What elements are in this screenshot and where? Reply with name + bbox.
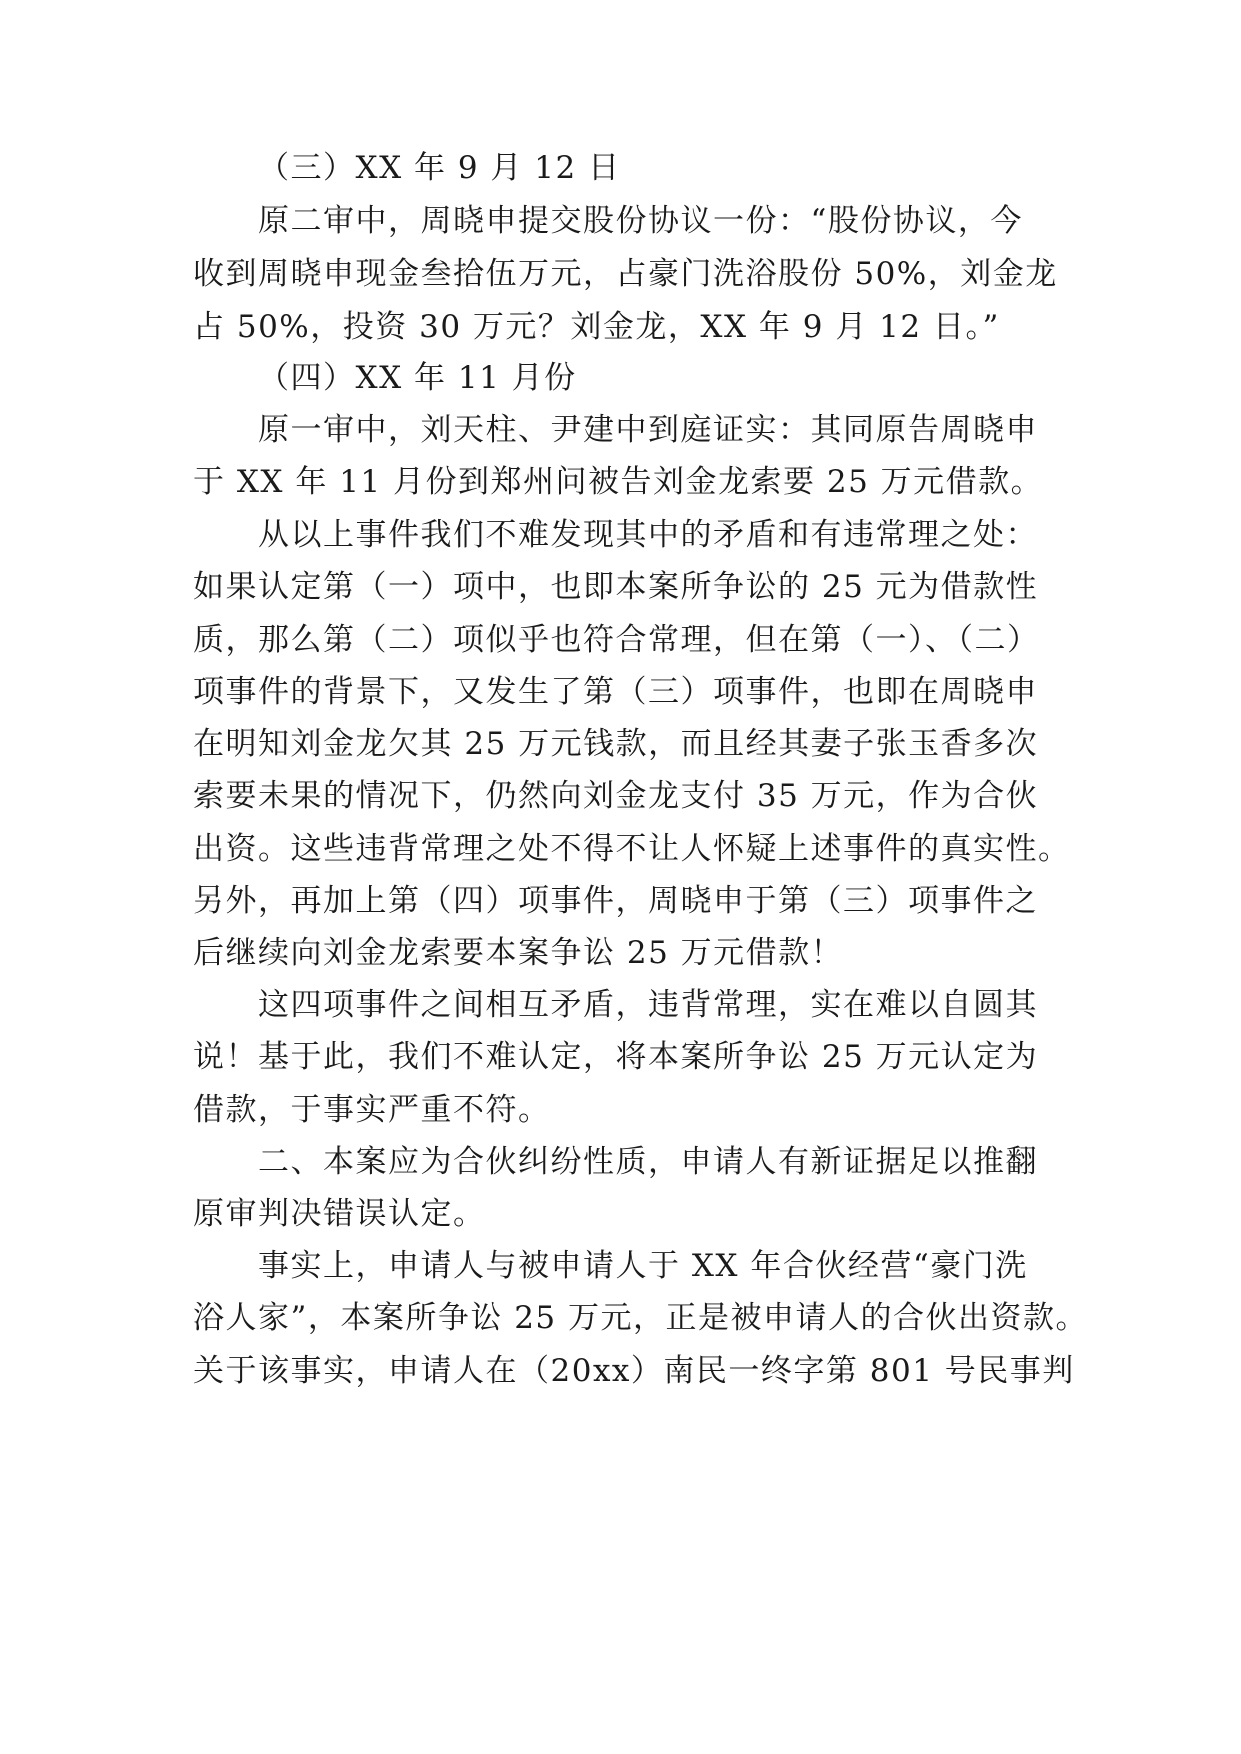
paragraph-line: 占 50%，投资 30 万元？刘金龙，XX 年 9 月 12 日。” [193,309,1000,345]
paragraph-line: 原一审中，刘天柱、尹建中到庭证实：其同原告周晓申 [258,412,1038,448]
paragraph-line: 质，那么第（二）项似乎也符合常理，但在第（一）、（二） [193,622,1040,658]
paragraph-line: 出资。这些违背常理之处不得不让人怀疑上述事件的真实性。 [193,831,1071,867]
paragraph-line: 另外，再加上第（四）项事件，周晓申于第（三）项事件之 [193,883,1038,919]
paragraph-line: 于 XX 年 11 月份到郑州问被告刘金龙索要 25 万元借款。 [193,464,1044,500]
paragraph-line: 借款，于事实严重不符。 [193,1092,551,1128]
paragraph-line: 关于该事实，申请人在（20xx）南民一终字第 801 号民事判 [193,1353,1075,1389]
paragraph-line: 原审判决错误认定。 [193,1196,486,1232]
paragraph-line: 在明知刘金龙欠其 25 万元钱款，而且经其妻子张玉香多次 [193,726,1039,762]
paragraph-line: 浴人家”，本案所争讼 25 万元，正是被申请人的合伙出资款。 [193,1300,1088,1336]
paragraph-line: 项事件的背景下，又发生了第（三）项事件，也即在周晓申 [193,674,1038,710]
paragraph-line: 这四项事件之间相互矛盾，违背常理，实在难以自圆其 [258,987,1038,1023]
section-heading-four: （四）XX 年 11 月份 [258,360,577,396]
paragraph-line: 后继续向刘金龙索要本案争讼 25 万元借款！ [193,935,844,971]
paragraph-line: 如果认定第（一）项中，也即本案所争讼的 25 元为借款性 [193,569,1039,605]
paragraph-line: 索要未果的情况下，仍然向刘金龙支付 35 万元，作为合伙 [193,778,1039,814]
section-heading-three: （三）XX 年 9 月 12 日 [258,150,621,186]
paragraph-line: 事实上，申请人与被申请人于 XX 年合伙经营“豪门洗 [258,1248,1028,1284]
paragraph-line: 从以上事件我们不难发现其中的矛盾和有违常理之处： [258,517,1038,553]
paragraph-line: 原二审中，周晓申提交股份协议一份：“股份协议，今 [258,203,1023,239]
paragraph-line: 说！基于此，我们不难认定，将本案所争讼 25 万元认定为 [193,1039,1039,1075]
section-heading-two: 二、本案应为合伙纠纷性质，申请人有新证据足以推翻 [258,1144,1038,1180]
paragraph-line: 收到周晓申现金叁拾伍万元，占豪门洗浴股份 50%，刘金龙 [193,256,1058,292]
